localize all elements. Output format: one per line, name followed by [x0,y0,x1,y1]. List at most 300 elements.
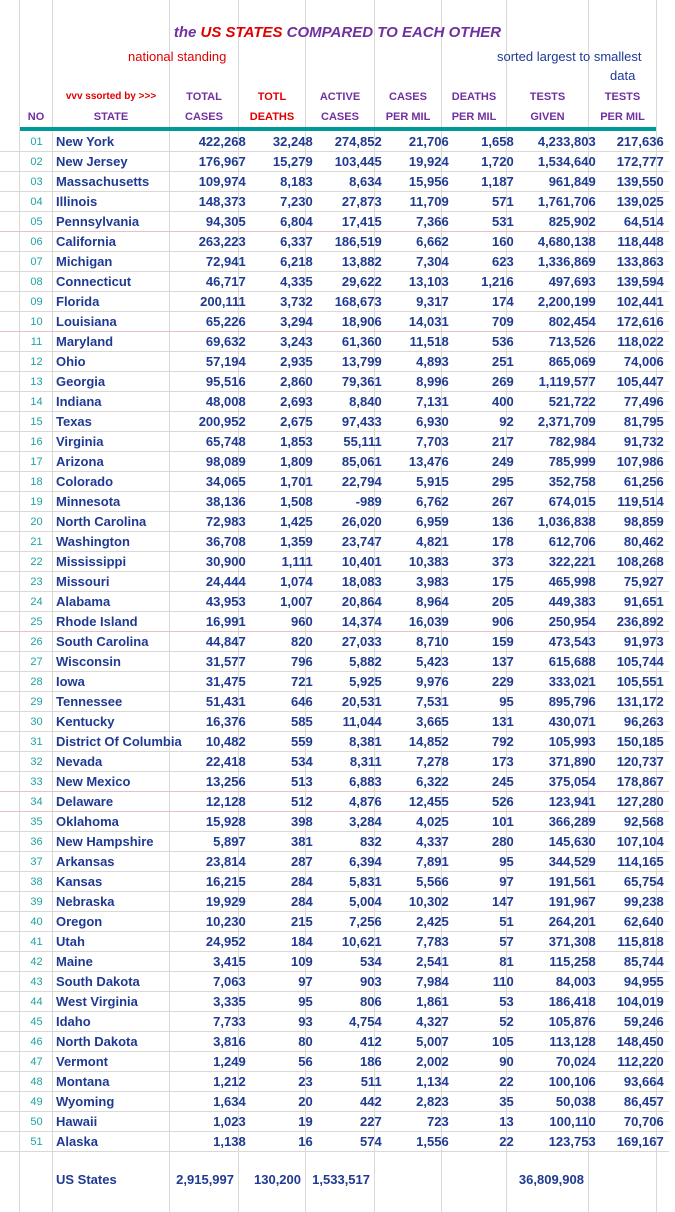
row-number: 32 [20,752,53,772]
table-row [0,872,669,892]
tests-per-mil: 61,256 [601,472,669,492]
totals-label: US States [56,1172,117,1187]
deaths-per-mil: 400 [454,392,519,412]
total-deaths: 284 [251,872,318,892]
state-name: West Virginia [53,992,182,1012]
table-row [0,792,669,812]
state-name: Kentucky [53,712,182,732]
active-cases: 8,311 [318,752,387,772]
row-number: 23 [20,572,53,592]
tests-per-mil: 120,737 [601,752,669,772]
cases-per-mil: 4,821 [387,532,454,552]
deaths-per-mil: 267 [454,492,519,512]
tests-given: 105,876 [519,1012,601,1032]
state-name: Mississippi [53,552,182,572]
tests-given: 371,308 [519,932,601,952]
state-name: Maryland [53,332,182,352]
tests-per-mil: 139,550 [601,172,669,192]
tests-given: 264,201 [519,912,601,932]
deaths-per-mil: 245 [454,772,519,792]
state-name: Alaska [53,1132,182,1152]
deaths-per-mil: 175 [454,572,519,592]
deaths-per-mil: 174 [454,292,519,312]
row-number: 16 [20,432,53,452]
state-name: Nebraska [53,892,182,912]
row-number: 41 [20,932,53,952]
cases-per-mil: 4,327 [387,1012,454,1032]
cases-per-mil: 11,518 [387,332,454,352]
state-name: Minnesota [53,492,182,512]
total-cases: 10,482 [182,732,251,752]
total-cases: 31,577 [182,652,251,672]
active-cases: 97,433 [318,412,387,432]
active-cases: 23,747 [318,532,387,552]
total-deaths: 1,809 [251,452,318,472]
total-cases: 1,138 [182,1132,251,1152]
cases-per-mil: 2,541 [387,952,454,972]
tests-per-mil: 133,863 [601,252,669,272]
table-row [0,332,669,352]
deaths-per-mil: 178 [454,532,519,552]
table-row [0,652,669,672]
state-name: Maine [53,952,182,972]
table-row [0,192,669,212]
table-row [0,992,669,1012]
table-row [0,692,669,712]
row-number: 25 [20,612,53,632]
table-row [0,1072,669,1092]
deaths-per-mil: 22 [454,1072,519,1092]
cases-per-mil: 10,383 [387,552,454,572]
cases-per-mil: 6,322 [387,772,454,792]
header-cases-mil: CASES [389,91,427,103]
row-margin [0,252,20,272]
row-margin [0,672,20,692]
state-name: Georgia [53,372,182,392]
total-deaths: 3,732 [251,292,318,312]
cases-per-mil: 8,710 [387,632,454,652]
tests-per-mil: 102,441 [601,292,669,312]
active-cases: 168,673 [318,292,387,312]
active-cases: 534 [318,952,387,972]
total-deaths: 6,337 [251,232,318,252]
tests-given: 4,233,803 [519,132,601,152]
cases-per-mil: 5,915 [387,472,454,492]
total-cases: 98,089 [182,452,251,472]
total-deaths: 2,860 [251,372,318,392]
table-row [0,1132,669,1152]
table-row [0,712,669,732]
header-total: TOTAL [186,91,222,103]
row-margin [0,692,20,712]
total-deaths: 284 [251,892,318,912]
tests-per-mil: 65,754 [601,872,669,892]
row-margin [0,1072,20,1092]
table-row [0,1092,669,1112]
row-margin [0,592,20,612]
total-cases: 200,111 [182,292,251,312]
active-cases: 806 [318,992,387,1012]
tests-given: 70,024 [519,1052,601,1072]
deaths-per-mil: 531 [454,212,519,232]
state-name: Hawaii [53,1112,182,1132]
row-number: 08 [20,272,53,292]
total-cases: 1,634 [182,1092,251,1112]
deaths-per-mil: 105 [454,1032,519,1052]
cases-per-mil: 4,893 [387,352,454,372]
row-margin [0,312,20,332]
state-name: Delaware [53,792,182,812]
total-cases: 10,230 [182,912,251,932]
table-row [0,512,669,532]
row-number: 50 [20,1112,53,1132]
deaths-per-mil: 1,216 [454,272,519,292]
tests-given: 186,418 [519,992,601,1012]
tests-given: 785,999 [519,452,601,472]
row-number: 12 [20,352,53,372]
deaths-per-mil: 81 [454,952,519,972]
row-margin [0,1092,20,1112]
deaths-per-mil: 623 [454,252,519,272]
row-number: 42 [20,952,53,972]
page-title: the US STATES COMPARED TO EACH OTHER [173,24,502,41]
state-name: Florida [53,292,182,312]
total-cases: 94,305 [182,212,251,232]
row-number: 36 [20,832,53,852]
total-deaths: 796 [251,652,318,672]
tests-given: 1,336,869 [519,252,601,272]
row-margin [0,212,20,232]
deaths-per-mil: 110 [454,972,519,992]
row-margin [0,532,20,552]
table-row [0,552,669,572]
tests-per-mil: 64,514 [601,212,669,232]
row-margin [0,272,20,292]
total-cases: 16,376 [182,712,251,732]
cases-per-mil: 5,007 [387,1032,454,1052]
deaths-per-mil: 906 [454,612,519,632]
row-number: 15 [20,412,53,432]
active-cases: 26,020 [318,512,387,532]
row-number: 31 [20,732,53,752]
cases-per-mil: 7,304 [387,252,454,272]
tests-per-mil: 169,167 [601,1132,669,1152]
row-margin [0,772,20,792]
state-name: North Carolina [53,512,182,532]
cases-per-mil: 2,823 [387,1092,454,1112]
deaths-per-mil: 173 [454,752,519,772]
sorted-by-note: vvv ssorted by >>> [65,91,157,102]
cases-per-mil: 13,103 [387,272,454,292]
cases-per-mil: 21,706 [387,132,454,152]
state-name: New Jersey [53,152,182,172]
table-row [0,352,669,372]
total-cases: 22,418 [182,752,251,772]
deaths-per-mil: 51 [454,912,519,932]
row-margin [0,1012,20,1032]
totals-cases: 2,915,997 [176,1172,234,1187]
deaths-per-mil: 92 [454,412,519,432]
row-margin [0,832,20,852]
tests-per-mil: 74,006 [601,352,669,372]
total-deaths: 2,693 [251,392,318,412]
row-number: 02 [20,152,53,172]
table-row [0,1012,669,1032]
tests-per-mil: 150,185 [601,732,669,752]
tests-per-mil: 217,636 [601,132,669,152]
cases-per-mil: 7,131 [387,392,454,412]
header-total-cases: CASES [185,111,223,123]
total-cases: 7,733 [182,1012,251,1032]
active-cases: 27,873 [318,192,387,212]
active-cases: 186,519 [318,232,387,252]
total-deaths: 1,508 [251,492,318,512]
tests-given: 895,796 [519,692,601,712]
deaths-per-mil: 159 [454,632,519,652]
tests-per-mil: 70,706 [601,1112,669,1132]
cases-per-mil: 1,134 [387,1072,454,1092]
tests-given: 113,128 [519,1032,601,1052]
row-margin [0,552,20,572]
row-number: 49 [20,1092,53,1112]
tests-given: 191,967 [519,892,601,912]
active-cases: 27,033 [318,632,387,652]
tests-given: 366,289 [519,812,601,832]
tests-per-mil: 236,892 [601,612,669,632]
table-row [0,372,669,392]
row-margin [0,752,20,772]
total-cases: 19,929 [182,892,251,912]
table-row [0,532,669,552]
totals-tests: 36,809,908 [518,1172,584,1187]
total-deaths: 109 [251,952,318,972]
active-cases: 14,374 [318,612,387,632]
cases-per-mil: 7,703 [387,432,454,452]
row-number: 46 [20,1032,53,1052]
row-number: 13 [20,372,53,392]
state-name: Michigan [53,252,182,272]
table-row [0,152,669,172]
cases-per-mil: 11,709 [387,192,454,212]
table-row [0,392,669,412]
table-row [0,912,669,932]
state-name: Iowa [53,672,182,692]
tests-per-mil: 80,462 [601,532,669,552]
total-deaths: 1,359 [251,532,318,552]
deaths-per-mil: 571 [454,192,519,212]
tests-per-mil: 115,818 [601,932,669,952]
cases-per-mil: 6,662 [387,232,454,252]
total-cases: 200,952 [182,412,251,432]
cases-per-mil: 723 [387,1112,454,1132]
row-margin [0,392,20,412]
cases-per-mil: 14,852 [387,732,454,752]
tests-given: 497,693 [519,272,601,292]
total-cases: 31,475 [182,672,251,692]
tests-per-mil: 91,732 [601,432,669,452]
deaths-per-mil: 97 [454,872,519,892]
row-number: 26 [20,632,53,652]
total-cases: 24,952 [182,932,251,952]
tests-per-mil: 77,496 [601,392,669,412]
cases-per-mil: 13,476 [387,452,454,472]
total-deaths: 1,111 [251,552,318,572]
row-number: 51 [20,1132,53,1152]
state-name: Pennsylvania [53,212,182,232]
tests-given: 674,015 [519,492,601,512]
total-cases: 34,065 [182,472,251,492]
table-row [0,732,669,752]
tests-given: 1,534,640 [519,152,601,172]
deaths-per-mil: 95 [454,692,519,712]
total-deaths: 4,335 [251,272,318,292]
deaths-per-mil: 1,720 [454,152,519,172]
cases-per-mil: 7,984 [387,972,454,992]
cases-per-mil: 9,317 [387,292,454,312]
cases-per-mil: 9,976 [387,672,454,692]
active-cases: 5,004 [318,892,387,912]
tests-per-mil: 105,551 [601,672,669,692]
deaths-per-mil: 35 [454,1092,519,1112]
table-row [0,972,669,992]
total-cases: 1,023 [182,1112,251,1132]
tests-given: 2,371,709 [519,412,601,432]
row-number: 45 [20,1012,53,1032]
table-row [0,812,669,832]
row-margin [0,712,20,732]
total-deaths: 2,935 [251,352,318,372]
header-tests-per-mil: PER MIL [600,111,645,123]
table-row [0,212,669,232]
header-totl: TOTL [257,91,287,103]
total-cases: 176,967 [182,152,251,172]
table-row [0,892,669,912]
total-deaths: 1,074 [251,572,318,592]
deaths-per-mil: 90 [454,1052,519,1072]
tests-given: 115,258 [519,952,601,972]
row-margin [0,1112,20,1132]
deaths-per-mil: 147 [454,892,519,912]
row-number: 18 [20,472,53,492]
cases-per-mil: 2,002 [387,1052,454,1072]
deaths-per-mil: 57 [454,932,519,952]
tests-per-mil: 92,568 [601,812,669,832]
total-deaths: 1,425 [251,512,318,532]
total-cases: 72,983 [182,512,251,532]
active-cases: 13,882 [318,252,387,272]
tests-given: 1,119,577 [519,372,601,392]
state-name: Oklahoma [53,812,182,832]
active-cases: 8,840 [318,392,387,412]
row-margin [0,992,20,1012]
active-cases: 274,852 [318,132,387,152]
tests-per-mil: 59,246 [601,1012,669,1032]
header-tests-mil: TESTS [604,91,641,103]
tests-given: 782,984 [519,432,601,452]
active-cases: 511 [318,1072,387,1092]
header-deaths-per-mil: PER MIL [451,111,497,123]
tests-per-mil: 127,280 [601,792,669,812]
national-standing-label: national standing [128,49,227,64]
row-number: 30 [20,712,53,732]
header-active: ACTIVE [319,91,361,103]
active-cases: 8,381 [318,732,387,752]
cases-per-mil: 3,665 [387,712,454,732]
total-cases: 16,991 [182,612,251,632]
total-cases: 422,268 [182,132,251,152]
state-name: Illinois [53,192,182,212]
table-row [0,252,669,272]
table-row [0,452,669,472]
state-name: New Mexico [53,772,182,792]
cases-per-mil: 10,302 [387,892,454,912]
state-name: Texas [53,412,182,432]
row-number: 06 [20,232,53,252]
tests-given: 123,753 [519,1132,601,1152]
row-number: 22 [20,552,53,572]
total-deaths: 6,218 [251,252,318,272]
row-margin [0,152,20,172]
active-cases: 442 [318,1092,387,1112]
row-number: 29 [20,692,53,712]
active-cases: 85,061 [318,452,387,472]
total-deaths: 2,675 [251,412,318,432]
row-number: 09 [20,292,53,312]
active-cases: 186 [318,1052,387,1072]
row-margin [0,972,20,992]
total-deaths: 8,183 [251,172,318,192]
state-name: Colorado [53,472,182,492]
active-cases: 61,360 [318,332,387,352]
tests-per-mil: 98,859 [601,512,669,532]
tests-given: 352,758 [519,472,601,492]
deaths-per-mil: 373 [454,552,519,572]
total-cases: 13,256 [182,772,251,792]
total-deaths: 7,230 [251,192,318,212]
tests-per-mil: 107,986 [601,452,669,472]
states-table [0,132,669,1152]
deaths-per-mil: 217 [454,432,519,452]
active-cases: 574 [318,1132,387,1152]
total-deaths: 287 [251,852,318,872]
row-margin [0,612,20,632]
state-name: Wisconsin [53,652,182,672]
tests-given: 2,200,199 [519,292,601,312]
active-cases: 5,882 [318,652,387,672]
state-name: New York [53,132,182,152]
total-deaths: 3,243 [251,332,318,352]
deaths-per-mil: 1,187 [454,172,519,192]
total-cases: 69,632 [182,332,251,352]
row-margin [0,192,20,212]
active-cases: 6,394 [318,852,387,872]
tests-per-mil: 105,447 [601,372,669,392]
total-cases: 36,708 [182,532,251,552]
table-row [0,132,669,152]
row-margin [0,1052,20,1072]
state-name: Ohio [53,352,182,372]
totals-active: 1,533,517 [312,1172,370,1187]
state-name: Oregon [53,912,182,932]
total-deaths: 1,701 [251,472,318,492]
cases-per-mil: 6,930 [387,412,454,432]
state-name: Virginia [53,432,182,452]
cases-per-mil: 8,964 [387,592,454,612]
tests-per-mil: 119,514 [601,492,669,512]
tests-given: 465,998 [519,572,601,592]
tests-per-mil: 114,165 [601,852,669,872]
active-cases: 103,445 [318,152,387,172]
